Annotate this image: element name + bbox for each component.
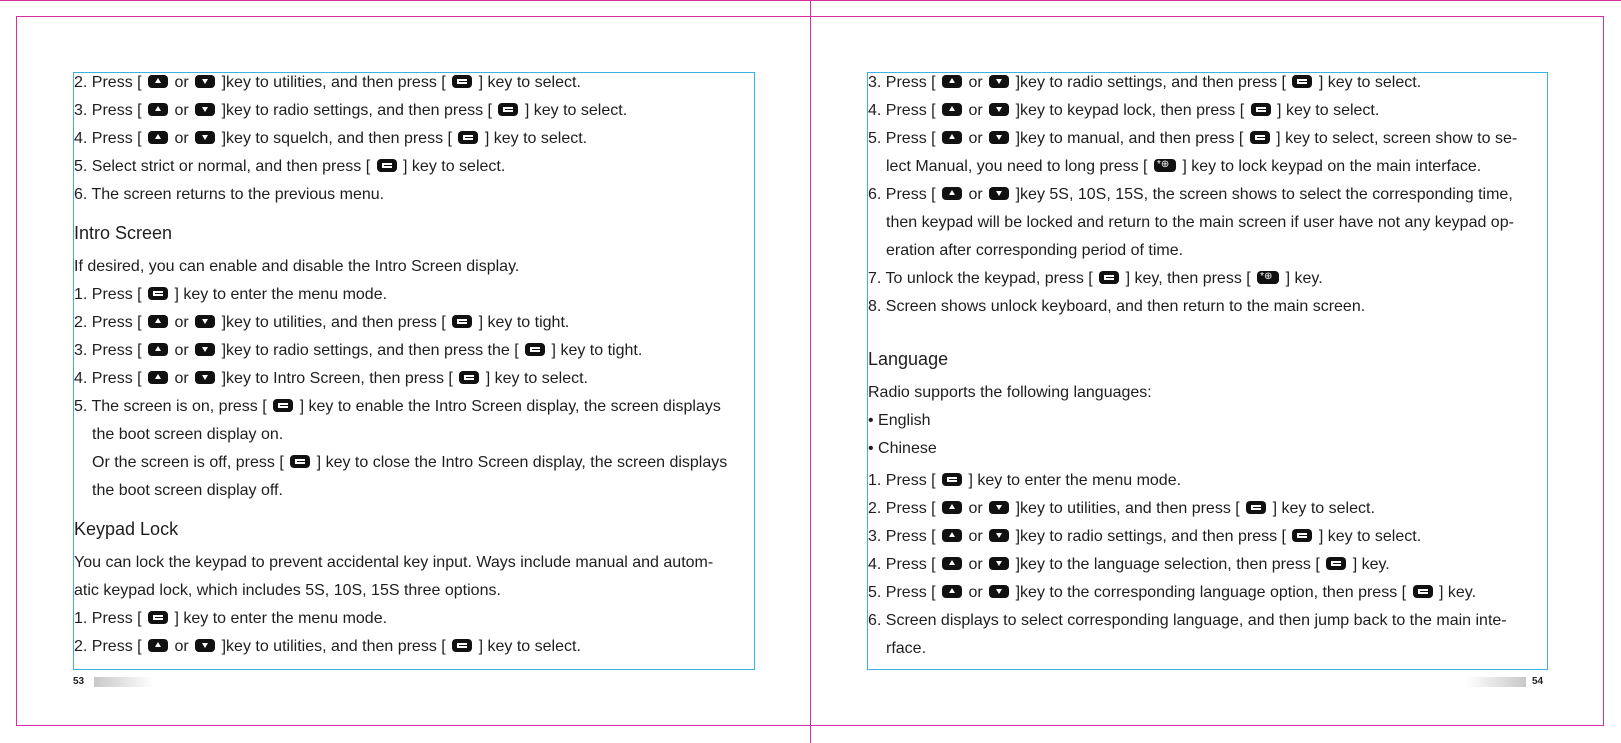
text-line [74, 341, 642, 361]
text-run: 2. Press [ [74, 74, 147, 91]
down-key-icon [195, 75, 215, 88]
text-line [74, 157, 505, 177]
text-run: 6. Press [ [868, 186, 941, 203]
menu-key-icon [148, 611, 168, 624]
text-run: Keypad Lock [74, 519, 179, 539]
down-key-icon [989, 187, 1009, 200]
text-run: ] key, then press [ [1121, 270, 1256, 287]
text-line [886, 213, 1514, 233]
text-run: ]key to manual, and then press [ [1011, 130, 1248, 147]
text-line [74, 101, 627, 121]
menu-key-icon [498, 103, 518, 116]
menu-key-icon [148, 287, 168, 300]
up-key-icon [942, 557, 962, 570]
up-key-icon [148, 131, 168, 144]
text-run: ] key to close the Intro Screen display, the screen displays [312, 454, 728, 471]
menu-key-icon [459, 371, 479, 384]
down-key-icon [989, 75, 1009, 88]
text-run: or [964, 102, 988, 119]
text-line [868, 185, 1513, 205]
text-line [886, 157, 1481, 177]
text-run: ]key to the language selection, then press [ [1011, 556, 1325, 573]
text-line [74, 369, 588, 389]
up-key-icon [148, 639, 168, 652]
text-line [886, 241, 1183, 261]
text-line [868, 129, 1517, 149]
text-line [868, 527, 1421, 547]
text-line [868, 555, 1390, 575]
up-key-icon [148, 371, 168, 384]
menu-key-icon [1251, 103, 1271, 116]
menu-key-icon [1099, 271, 1119, 284]
text-line [868, 101, 1379, 121]
text-line [886, 639, 926, 659]
text-run: ] key to select. [474, 638, 581, 655]
text-run: rface. [886, 640, 927, 657]
text-run: 4. Press [ [74, 130, 147, 147]
text-run: atic keypad lock, which includes 5S, 10S, 15S three options. [74, 582, 501, 599]
text-run: • Chinese [868, 440, 937, 457]
text-run: 8. Screen shows unlock keyboard, and then return to the main screen. [868, 298, 1366, 315]
menu-key-icon [290, 455, 310, 468]
text-run: or [964, 500, 988, 517]
text-run: ]key 5S, 10S, 15S, the screen shows to select the corresponding time, [1011, 186, 1513, 203]
text-line [74, 285, 387, 305]
text-run: ] key to enable the Intro Screen display, the screen displays [295, 398, 721, 415]
up-key-icon [148, 75, 168, 88]
menu-key-icon [273, 399, 293, 412]
text-run: 1. Press [ [74, 286, 147, 303]
text-run: If desired, you can enable and disable the Intro Screen display. [74, 258, 520, 275]
text-run: ] key to select. [398, 158, 506, 175]
text-run: ]key to utilities, and then press [ [217, 314, 451, 331]
text-run: or [964, 130, 988, 147]
text-run: the boot screen display off. [92, 482, 283, 499]
text-run: or [964, 186, 988, 203]
text-line [74, 609, 387, 629]
text-run: ] key to select. [1268, 500, 1375, 517]
page-number-left: 53 [73, 676, 85, 687]
text-line [868, 73, 1421, 93]
up-key-icon [942, 187, 962, 200]
text-run: or [170, 638, 194, 655]
text-run: ]key to radio settings, and then press the [ [217, 342, 524, 359]
up-key-icon [942, 103, 962, 116]
text-run: ]key to keypad lock, then press [ [1011, 102, 1249, 119]
text-run: then keypad will be locked and return to the main screen if user have not any keypad op- [886, 214, 1514, 231]
text-run: ] key. [1348, 556, 1390, 573]
text-line [74, 185, 384, 205]
text-run: 3. Press [ [74, 102, 147, 119]
text-run: or [170, 314, 194, 331]
text-run: ] key to select. [481, 370, 588, 387]
text-line [74, 73, 581, 93]
page-number-right: 54 [1532, 676, 1544, 687]
section-heading [74, 519, 178, 539]
menu-key-icon [452, 639, 472, 652]
text-line [868, 439, 937, 459]
text-run: 1. Press [ [74, 610, 147, 627]
text-line [868, 499, 1375, 519]
text-run: • English [868, 412, 931, 429]
down-key-icon [989, 585, 1009, 598]
text-run: ] key to select. [1272, 102, 1380, 119]
menu-key-icon [452, 75, 472, 88]
text-run: ] key to enter the menu mode. [964, 472, 1182, 489]
text-line [868, 297, 1365, 317]
text-run: or [964, 528, 988, 545]
text-run: lect Manual, you need to long press [ [886, 158, 1152, 175]
down-key-icon [195, 639, 215, 652]
text-run: ] key to tight. [547, 342, 643, 359]
menu-key-icon [377, 159, 397, 172]
down-key-icon [195, 315, 215, 328]
text-line [868, 411, 931, 431]
menu-key-icon [452, 315, 472, 328]
text-run: or [964, 556, 988, 573]
text-run: 5. The screen is on, press [ [74, 398, 272, 415]
down-key-icon [195, 131, 215, 144]
menu-key-icon [458, 131, 478, 144]
text-run: or [170, 130, 194, 147]
page-number-bar-right [1466, 677, 1526, 687]
text-run: or [170, 342, 194, 359]
menu-key-icon [1292, 75, 1312, 88]
text-line [74, 397, 721, 417]
text-line [92, 425, 283, 445]
text-run: ]key to radio settings, and then press [ [1011, 528, 1291, 545]
text-line [74, 553, 713, 573]
text-run: ]key to radio settings, and then press [ [217, 102, 497, 119]
menu-key-icon [1246, 501, 1266, 514]
text-line [74, 257, 519, 277]
down-key-icon [195, 371, 215, 384]
text-run: 5. Select strict or normal, and then press [ [74, 158, 375, 175]
text-run: ] key to select, screen show to se- [1271, 130, 1518, 147]
text-run: 3. Press [ [868, 528, 941, 545]
text-run: ] key to select. [1314, 528, 1422, 545]
text-line [74, 581, 501, 601]
text-run: 7. To unlock the keypad, press [ [868, 270, 1098, 287]
section-heading [74, 223, 172, 243]
up-key-icon [942, 585, 962, 598]
text-run: 2. Press [ [868, 500, 941, 517]
down-key-icon [989, 501, 1009, 514]
text-run: Or the screen is off, press [ [92, 454, 289, 471]
down-key-icon [195, 103, 215, 116]
text-line [74, 637, 581, 657]
text-run: ] key to enter the menu mode. [170, 286, 388, 303]
page-left [73, 72, 755, 670]
lock-key-icon [1154, 159, 1176, 172]
text-run: ] key. [1434, 584, 1477, 601]
text-run: or [170, 74, 194, 91]
up-key-icon [942, 501, 962, 514]
text-run: 2. Press [ [74, 314, 147, 331]
menu-key-icon [942, 473, 962, 486]
text-run: ] key to select. [480, 130, 588, 147]
text-run: ] key to select. [520, 102, 628, 119]
text-run: ]key to Intro Screen, then press [ [217, 370, 458, 387]
text-line [74, 313, 569, 333]
text-run: 6. Screen displays to select corresponding language, and then jump back to the main inte- [868, 612, 1507, 629]
down-key-icon [195, 343, 215, 356]
text-run: 6. The screen returns to the previous menu. [74, 186, 385, 203]
menu-key-icon [525, 343, 545, 356]
text-line [74, 129, 587, 149]
text-run: or [170, 370, 194, 387]
text-run: eration after corresponding period of time. [886, 242, 1184, 259]
up-key-icon [942, 75, 962, 88]
text-run: 1. Press [ [868, 472, 941, 489]
section-heading [868, 349, 948, 369]
text-line [92, 453, 727, 473]
text-run: 3. Press [ [868, 74, 941, 91]
text-run: ]key to utilities, and then press [ [217, 74, 451, 91]
text-run: 4. Press [ [868, 102, 941, 119]
text-run: Language [868, 349, 949, 369]
text-run: 3. Press [ [74, 342, 147, 359]
text-run: or [964, 74, 988, 91]
text-run: 4. Press [ [868, 556, 941, 573]
text-run: the boot screen display on. [92, 426, 284, 443]
text-line [868, 471, 1181, 491]
text-line [868, 383, 1152, 403]
text-run: 5. Press [ [868, 584, 941, 601]
text-run: 4. Press [ [74, 370, 147, 387]
down-key-icon [989, 131, 1009, 144]
text-run: ] key to enter the menu mode. [170, 610, 388, 627]
text-run: or [170, 102, 194, 119]
down-key-icon [989, 557, 1009, 570]
menu-key-icon [1250, 131, 1270, 144]
lock-key-icon [1257, 271, 1279, 284]
page-number-bar-left [94, 677, 154, 687]
menu-key-icon [1326, 557, 1346, 570]
text-run: ] key to lock keypad on the main interface. [1177, 158, 1482, 175]
text-run: or [964, 584, 988, 601]
text-run: 5. Press [ [868, 130, 941, 147]
spine-line [810, 0, 811, 743]
text-line [868, 611, 1507, 631]
text-run: ]key to squelch, and then press [ [217, 130, 457, 147]
up-key-icon [942, 131, 962, 144]
text-run: ] key to tight. [474, 314, 570, 331]
text-line [868, 269, 1323, 289]
up-key-icon [942, 529, 962, 542]
menu-key-icon [1413, 585, 1433, 598]
text-run: ] key. [1281, 270, 1323, 287]
up-key-icon [148, 343, 168, 356]
down-key-icon [989, 103, 1009, 116]
text-run: ] key to select. [474, 74, 581, 91]
text-run: You can lock the keypad to prevent accidental key input. Ways include manual and autom- [74, 554, 714, 571]
text-run: ] key to select. [1314, 74, 1422, 91]
text-run: ]key to utilities, and then press [ [217, 638, 451, 655]
menu-key-icon [1292, 529, 1312, 542]
text-run: ]key to utilities, and then press [ [1011, 500, 1245, 517]
text-run: Radio supports the following languages: [868, 384, 1152, 401]
text-run: Intro Screen [74, 223, 173, 243]
up-key-icon [148, 103, 168, 116]
down-key-icon [989, 529, 1009, 542]
text-line [92, 481, 283, 501]
text-run: 2. Press [ [74, 638, 147, 655]
text-run: ]key to the corresponding language option, then press [ [1011, 584, 1411, 601]
up-key-icon [148, 315, 168, 328]
text-line [868, 583, 1476, 603]
text-run: ]key to radio settings, and then press [ [1011, 74, 1291, 91]
page-right [867, 72, 1548, 670]
